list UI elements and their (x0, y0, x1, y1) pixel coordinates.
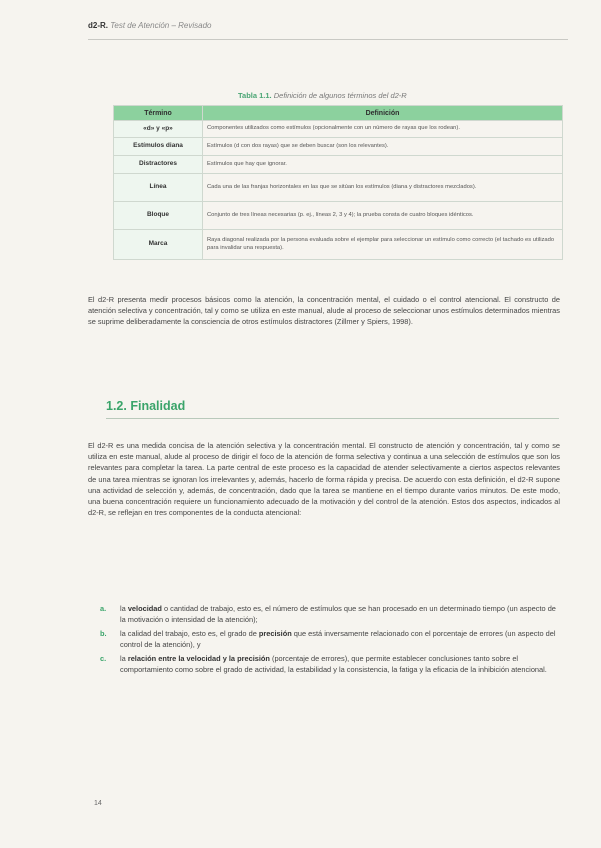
page-number: 14 (94, 800, 102, 807)
table-definition: Conjunto de tres líneas necesarias (p. ej., líneas 2, 3 y 4); la prueba consta de cuatro bloques idénticos. (203, 202, 563, 230)
table-definition: Estímulos que hay que ignorar. (203, 156, 563, 174)
item-text: (porcentaje de errores), que permite establecer conclusiones tanto sobre el comportamiento como sobre el grado de actividad, la estabilidad y la consistencia, la fatiga y la eficacia de la inhibición atencional. (120, 653, 547, 675)
table-caption-text: Definición de algunos términos del d2-R (273, 91, 407, 100)
table-row (114, 174, 563, 202)
table-row (114, 202, 563, 230)
table-term: Marca (114, 230, 203, 260)
item-text: la calidad del trabajo, esto es, el grado de (120, 628, 259, 638)
table-term: Línea (114, 174, 203, 202)
section-title: Finalidad (130, 399, 186, 413)
table-header-term: Término (114, 106, 203, 121)
table-row (114, 156, 563, 174)
header-subtitle: Test de Atención – Revisado (110, 21, 212, 30)
table-definition: Estímulos (d con dos rayas) que se deben buscar (son los relevantes). (203, 138, 563, 156)
list-item (100, 628, 560, 651)
list-item (100, 653, 560, 676)
list-marker: c. (100, 653, 107, 663)
list-item (100, 603, 560, 626)
table-term: «d» y «p» (114, 121, 203, 138)
components-list (100, 603, 560, 677)
header-rule (88, 39, 568, 40)
table-row (114, 230, 563, 260)
terms-table (113, 105, 563, 260)
table-definition: Raya diagonal realizada por la persona evaluada sobre el ejemplar para seleccionar un estímulo como correcto (el tachado es utilizado para invalidar una respuesta). (203, 230, 563, 260)
table-row (114, 138, 563, 156)
intro-paragraph: El d2-R presenta medir procesos básicos como la atención, la concentración mental, el cuidado o el control atencional. El constructo de atención selectiva y concentración, tal y como se utiliza en este manual, alude al proceso de seleccionar unos estímulos determinados mientras se suprime deliberadamente la consciencia de otros estímulos distractores (Zillmer y Spiers, 1998). (88, 295, 560, 327)
item-text: la (120, 653, 128, 663)
header-code: d2-R. (88, 21, 108, 30)
item-text: o cantidad de trabajo, esto es, el número de estímulos que se han procesado en un determinado tiempo (un aspecto de la motivación o intensidad de la atención); (120, 604, 556, 625)
list-marker: b. (100, 628, 107, 638)
item-text: que está inversamente relacionado con el porcentaje de errores (un aspecto del control de la atención), y (120, 628, 556, 650)
item-text: la (120, 604, 128, 613)
table-caption (238, 91, 407, 100)
table-definition: Cada una de las franjas horizontales en las que se sitúan los estímulos (diana y distractores mezclados). (203, 174, 563, 202)
list-marker: a. (100, 604, 107, 613)
item-bold: precisión (258, 628, 292, 638)
table-definition: Componentes utilizados como estímulos (opcionalmente con un número de rayas que los rodean). (203, 121, 563, 138)
item-bold: relación entre la velocidad y la precisión (127, 653, 270, 663)
purpose-paragraph: El d2-R es una medida concisa de la atención selectiva y la concentración mental. El constructo de atención y concentración, tal y como se utiliza en este manual, alude al proceso de dirigir el foco de la atención de forma selectiva y continua a una selección de estímulos que son los relevantes para completar la tarea. La parte central de este proceso es la capacidad de atender selectivamente a ciertos aspectos relevantes de una tarea mientras se ignoran los irrelevantes y, además, hacerlo de forma rápida y precisa. De acuerdo con esta definición, el d2-R supone una actividad de selección y, además, de concentración, dado que la tarea se mantiene en el tiempo durante varios minutos. De este modo, una buena concentración requiere un funcionamiento adecuado de la motivación y del control de la atención. Estos dos aspectos, indicados al d2-R, se reflejan en tres componentes de la conducta atencional: (88, 441, 560, 518)
item-bold: velocidad (127, 604, 162, 613)
section-rule (106, 418, 559, 419)
table-caption-number: Tabla 1.1. (238, 91, 272, 100)
table-row (114, 121, 563, 138)
table-term: Distractores (114, 156, 203, 174)
table-header-definition: Definición (203, 106, 563, 121)
section-number: 1.2. (106, 399, 127, 413)
table-term: Bloque (114, 202, 203, 230)
table-term: Estímulos diana (114, 138, 203, 156)
running-header (88, 21, 211, 30)
section-heading (106, 399, 185, 413)
